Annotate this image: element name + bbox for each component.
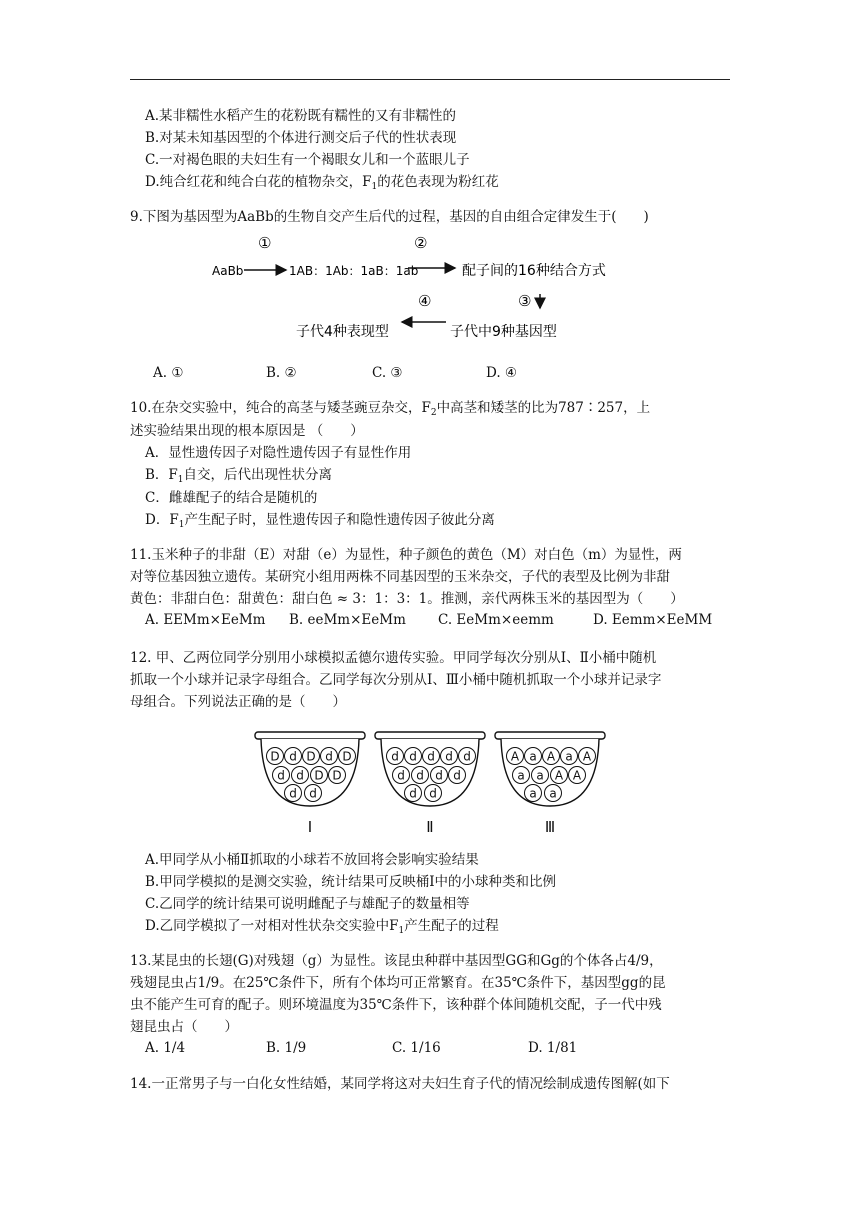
ball-letter: A (582, 749, 592, 764)
ball-letter: a (536, 768, 544, 783)
ball-letter: d (445, 749, 453, 764)
ball-letter: a (529, 749, 537, 764)
bucket-2 (375, 732, 485, 836)
q13-option-c: C. 1/16 (392, 1040, 441, 1056)
q13-option-b: B. 1/9 (266, 1040, 307, 1056)
ball-letter: d (309, 786, 317, 801)
combination-count: 配子间的16种结合方式 (462, 263, 606, 279)
bucket-3 (495, 732, 605, 836)
ball-letter: d (463, 749, 471, 764)
q10-stem-line-2: 述实验结果出现的根本原因是 （ ） (130, 423, 364, 439)
q9-process-diagram (200, 228, 620, 348)
q14-stem-line-1: 14.一正常男子与一白化女性结婚，某同学将这对夫妇生育子代的情况绘制成遗传图解(如下 (130, 1076, 670, 1092)
q12-option-a: A.甲同学从小桶Ⅱ抓取的小球若不放回将会影响实验结果 (145, 852, 479, 868)
q9-options (0, 365, 860, 387)
ball-letter: a (565, 749, 573, 764)
q9-stem: 9.下图为基因型为AaBb的生物自交产生后代的过程，基因的自由组合定律发生于( ) (130, 209, 649, 225)
bucket-1 (255, 732, 365, 836)
q12-buckets-figure (250, 728, 610, 840)
ball-letter: d (427, 749, 435, 764)
q9-option-c: C. ③ (372, 365, 403, 381)
q8-option-c: C.一对褐色眼的夫妇生有一个褐眼女儿和一个蓝眼儿子 (145, 152, 470, 168)
q12-option-b: B.甲同学模拟的是测交实验，统计结果可反映桶Ⅰ中的小球种类和比例 (145, 874, 557, 890)
ball-letter: a (529, 786, 537, 801)
q12-stem-line-2: 抓取一个小球并记录字母组合。乙同学每次分别从Ⅰ、Ⅲ小桶中随机抓取一个小球并记录字 (130, 672, 662, 688)
ball-letter: A (554, 768, 564, 783)
step-2-label: ② (414, 234, 428, 252)
ball-letter: d (429, 786, 437, 801)
bucket-rim (255, 732, 365, 739)
q12-stem-line-1: 12. 甲、乙两位同学分别用小球模拟孟德尔遗传实验。甲同学每次分别从Ⅰ、Ⅱ小桶中随机 (130, 650, 657, 666)
genotype-aabb: AaBb (212, 264, 244, 278)
genotype-count: 子代中9种基因型 (450, 324, 557, 340)
ball-letter: a (549, 786, 557, 801)
bucket-label: Ⅰ (307, 818, 313, 836)
ball-letter: d (409, 749, 417, 764)
ball-letter: D (306, 749, 316, 764)
q11-options (0, 612, 860, 634)
ball-letter: d (409, 786, 417, 801)
ball-letter: d (435, 768, 443, 783)
q11-option-d: D. Eemm×EeMM (593, 612, 713, 628)
ball-letter: d (453, 768, 461, 783)
q13-option-a: A. 1/4 (145, 1040, 186, 1056)
q11-option-a: A. EEMm×EeMm (145, 612, 266, 628)
q12-option-c: C.乙同学的统计结果可说明雌配子与雄配子的数量相等 (145, 896, 470, 912)
ball-letter: d (296, 768, 304, 783)
bucket-label: Ⅲ (544, 818, 556, 836)
bucket-label: Ⅱ (426, 818, 434, 836)
ball-letter: d (289, 786, 297, 801)
ball-letter: d (416, 768, 424, 783)
q11-option-b: B. eeMm×EeMm (289, 612, 406, 628)
ball-letter: A (510, 749, 520, 764)
q10-option-a: A．显性遗传因子对隐性遗传因子有显性作用 (145, 445, 412, 461)
bucket-rim (495, 732, 605, 739)
ball-letter: d (391, 749, 399, 764)
q12-option-d: D.乙同学模拟了一对相对性状杂交实验中$F_1$产生配子的过程 (145, 918, 499, 936)
q10-option-c: C．雌雄配子的结合是随机的 (145, 490, 318, 506)
ball-letter: A (546, 749, 556, 764)
q9-option-d: D. ④ (486, 365, 518, 381)
ball-letter: d (277, 768, 285, 783)
phenotype-count: 子代4种表现型 (296, 324, 389, 340)
q13-stem-line-1: 13.某昆虫的长翅(G)对残翅（g）为显性。该昆虫种群中基因型GG和Gg的个体各占4/9， (130, 953, 663, 969)
ball-letter: d (289, 749, 297, 764)
q12-stem-line-3: 母组合。下列说法正确的是（ ） (130, 694, 346, 710)
q11-stem-line-3: 黄色：非甜白色：甜黄色：甜白色 ≈ 3：1：3：1。推测，亲代两株玉米的基因型为（ ） (130, 591, 684, 607)
q10-option-b: B．$F_1$自交，后代出现性状分离 (145, 467, 333, 485)
q13-options (0, 1040, 860, 1062)
q13-option-d: D. 1/81 (528, 1040, 578, 1056)
ball-letter: d (325, 749, 333, 764)
step-4-label: ④ (418, 292, 432, 310)
ball-letter: D (270, 749, 280, 764)
q10-option-d: D．$F_1$产生配子时，显性遗传因子和隐性遗传因子彼此分离 (145, 512, 495, 530)
ball-letter: A (572, 768, 582, 783)
ball-letter: D (314, 768, 324, 783)
q11-stem-line-2: 对等位基因独立遗传。某研究小组用两株不同基因型的玉米杂交，子代的表型及比例为非甜 (130, 569, 670, 585)
q13-stem-line-4: 翅昆虫占（ ） (130, 1019, 238, 1035)
q8-option-a: A.某非糯性水稻产生的花粉既有糯性的又有非糯性的 (145, 108, 457, 124)
ball-letter: D (332, 768, 342, 783)
header-rule (130, 79, 730, 80)
q9-option-b: B. ② (266, 365, 297, 381)
step-3-label: ③ (518, 292, 532, 310)
q13-stem-line-3: 虫不能产生可育的配子。则环境温度为35℃条件下，该种群个体间随机交配，子一代中残 (130, 997, 662, 1013)
gamete-ratio: 1AB：1Ab：1aB：1ab (289, 264, 419, 278)
q10-stem-line-1: 10.在杂交实验中，纯合的高茎与矮茎豌豆杂交，$F_2$中高茎和矮茎的比为787∶257，上 (130, 400, 651, 418)
q8-option-d: D.纯合红花和纯合白花的植物杂交，$F_1$的花色表现为粉红花 (145, 174, 499, 192)
q8-option-b: B.对某未知基因型的个体进行测交后子代的性状表现 (145, 130, 457, 146)
q11-stem-line-1: 11.玉米种子的非甜（E）对甜（e）为显性，种子颜色的黄色（M）对白色（m）为显性，两 (130, 547, 682, 563)
ball-letter: d (397, 768, 405, 783)
step-1-label: ① (258, 234, 272, 252)
ball-letter: a (517, 768, 525, 783)
q11-option-c: C. EeMm×eemm (438, 612, 554, 628)
ball-letter: D (342, 749, 352, 764)
q9-option-a: A. ① (153, 365, 184, 381)
bucket-rim (375, 732, 485, 739)
q13-stem-line-2: 残翅昆虫占1/9。在25℃条件下，所有个体均可正常繁育。在35℃条件下，基因型gg的昆 (130, 975, 666, 991)
